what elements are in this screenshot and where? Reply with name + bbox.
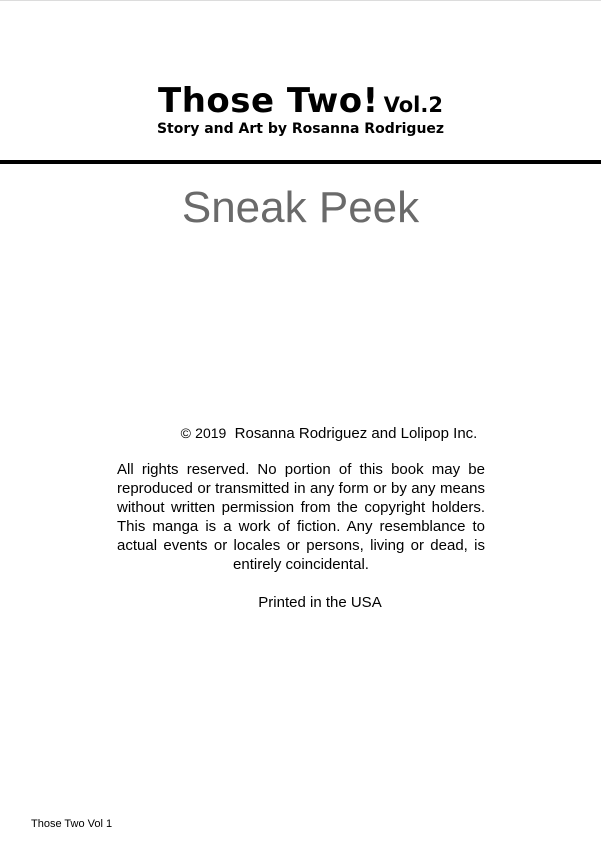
copyright-line [0, 424, 601, 443]
author-credit: Story and Art by Rosanna Rodriguez [156, 121, 445, 137]
title-block [0, 81, 601, 137]
copyright-year: 2019 [195, 425, 227, 441]
sneak-peek-heading: Sneak Peek [181, 183, 420, 232]
book-title: Those Two! [158, 81, 379, 121]
page-footer-label: Those Two Vol 1 [31, 818, 113, 830]
top-edge-line [0, 0, 601, 1]
volume-label: Vol.2 [383, 93, 443, 117]
printed-in-label: Printed in the USA [258, 594, 382, 611]
title-divider [0, 160, 601, 164]
legal-notice: All rights reserved. No portion of this book may be reproduced or transmitted in any form or by any means without written permission from the copyright holders. This manga is a work of fiction. Any resemblance to actual events or locales or persons, living or dead, is entirely coincidental. [117, 461, 485, 573]
copyright-symbol: © [180, 425, 191, 441]
book-title-line [0, 81, 601, 121]
copyright-holders: Rosanna Rodriguez and Lolipop Inc. [234, 425, 478, 442]
